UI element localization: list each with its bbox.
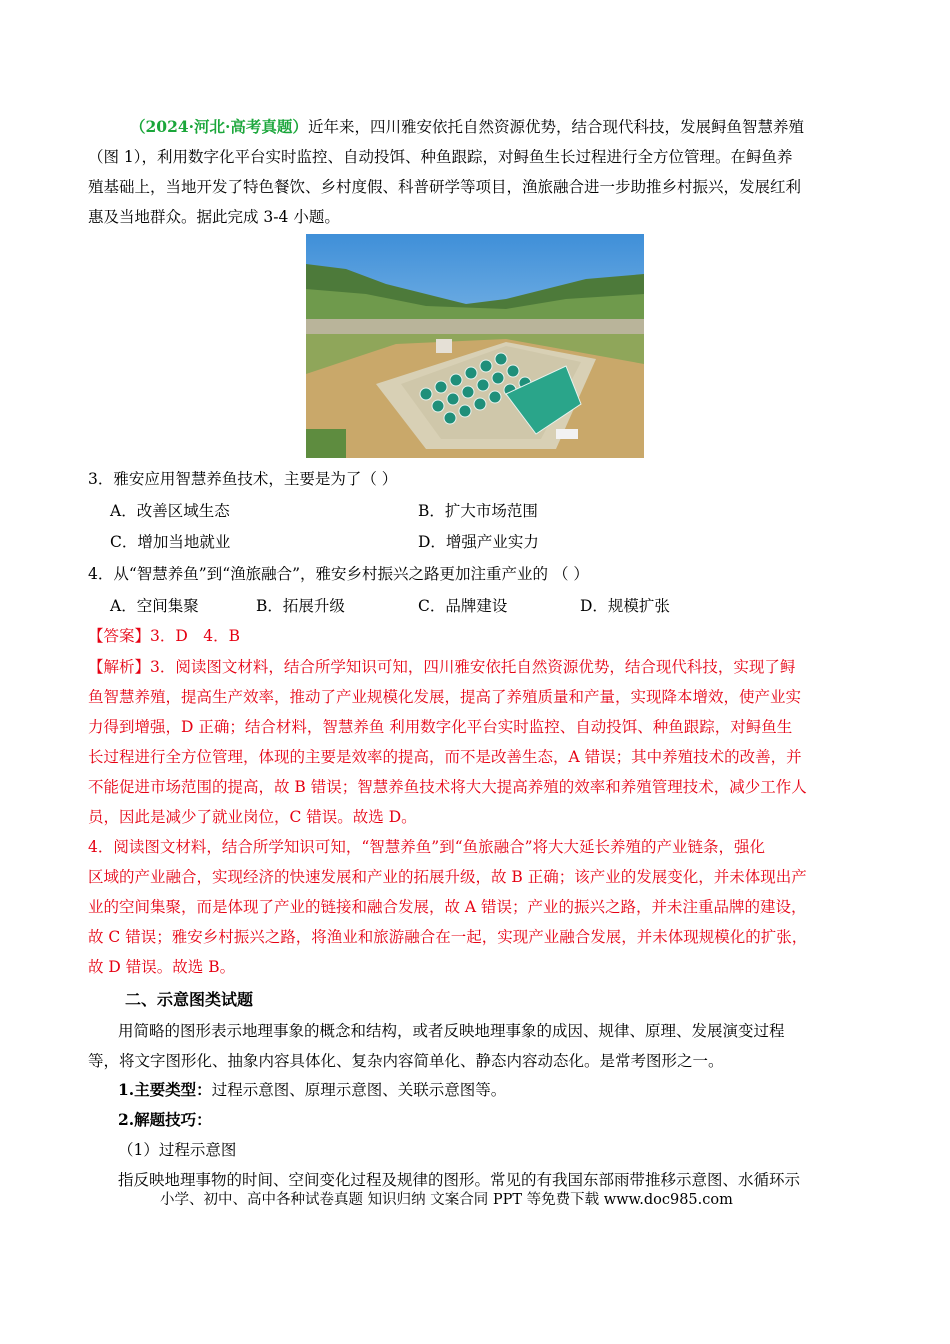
tips-label: 2.解题技巧： (118, 1110, 212, 1129)
q4-stem: 4．从“智慧养鱼”到“渔旅融合”，雅安乡村振兴之路更加注重产业的 （ ） (88, 565, 589, 583)
q3-option-b: B．扩大市场范围 (418, 502, 538, 520)
q4-option-a: A．空间集聚 (110, 597, 199, 615)
analysis-line: 长过程进行全方位管理，体现的主要是效率的提高，而不是改善生态，A 错误；其中养殖技术的改善，并 (88, 748, 802, 766)
analysis-line: 4．阅读图文材料，结合所学知识可知，“智慧养鱼”到“鱼旅融合”将大大延长养殖的产业链条，强化 (88, 838, 766, 856)
analysis-line: 区域的产业融合，实现经济的快速发展和产业的拓展升级，故 B 正确；该产业的发展变化，并未体现出产 (88, 868, 807, 886)
analysis-line: 故 C 错误；雅安乡村振兴之路，将渔业和旅游融合在一起，实现产业融合发展，并未体现规模化的扩张， (88, 928, 808, 946)
q3-option-c: C．增加当地就业 (110, 533, 231, 551)
analysis-line: 不能促进市场范围的提高，故 B 错误；智慧养鱼技术将大大提高养殖的效率和养殖管理技术，减少工作人 (88, 778, 807, 796)
q4-option-c: C．品牌建设 (418, 597, 508, 615)
analysis-line: 业的空间集聚，而是体现了产业的链接和融合发展，故 A 错误；产业的振兴之路，并未注重品牌的建设， (88, 898, 807, 916)
types-label: 1.主要类型： (118, 1080, 212, 1099)
analysis-line: 故 D 错误。故选 B。 (88, 958, 236, 976)
intro-line-1: 近年来，四川雅安依托自然资源优势，结合现代科技，发展鲟鱼智慧养殖 (307, 118, 804, 136)
section-para-line-2: 等，将文字图形化、抽象内容具体化、复杂内容简单化、静态内容动态化。是常考图形之一。 (88, 1052, 724, 1070)
q4-option-d: D．规模扩张 (580, 597, 670, 615)
process-diagram-text: 指反映地理事物的时间、空间变化过程及规律的图形。常见的有我国东部雨带推移示意图、水循环示 (118, 1171, 801, 1189)
section-para-line-1: 用简略的图形表示地理事象的概念和结构，或者反映地理事象的成因、规律、原理、发展演变过程 (118, 1022, 785, 1040)
answer-line: 【答案】3．D 4．B (88, 627, 241, 645)
analysis-line: 鱼智慧养殖，提高生产效率，推动了产业规模化发展，提高了养殖质量和产量，实现降本增效，使产业实 (88, 688, 802, 706)
sub-heading-process-diagram: （1）过程示意图 (118, 1141, 237, 1159)
q3-option-d: D．增强产业实力 (418, 533, 539, 551)
source-tag: （2024·河北·高考真题） (130, 117, 308, 136)
fish-farm-aerial-photo (306, 234, 644, 458)
intro-line-2: （图 1），利用数字化平台实时监控、自动投饵、种鱼跟踪，对鲟鱼生长过程进行全方位管理。在鲟鱼养 (88, 148, 793, 166)
intro-line-3: 殖基础上，当地开发了特色餐饮、乡村度假、科普研学等项目，渔旅融合进一步助推乡村振兴，发展红利 (88, 178, 802, 196)
page-footer: 小学、初中、高中各种试卷真题 知识归纳 文案合同 PPT 等免费下载 www.doc985.com (160, 1192, 733, 1208)
q3-option-a: A．改善区域生态 (110, 502, 230, 520)
intro-line-4: 惠及当地群众。据此完成 3-4 小题。 (88, 208, 340, 226)
q3-stem: 3．雅安应用智慧养鱼技术，主要是为了（ ） (88, 470, 398, 488)
analysis-line: 力得到增强，D 正确；结合材料，智慧养鱼 利用数字化平台实时监控、自动投饵、种鱼跟踪，对鲟鱼生 (88, 718, 793, 736)
q4-option-b: B．拓展升级 (256, 597, 345, 615)
section-heading: 二、示意图类试题 (125, 990, 254, 1009)
analysis-line: 【解析】3．阅读图文材料，结合所学知识可知，四川雅安依托自然资源优势，结合现代科技，实现了鲟 (88, 658, 796, 676)
analysis-line: 员，因此是减少了就业岗位，C 错误。故选 D。 (88, 808, 417, 826)
types-text: 过程示意图、原理示意图、关联示意图等。 (211, 1081, 507, 1099)
